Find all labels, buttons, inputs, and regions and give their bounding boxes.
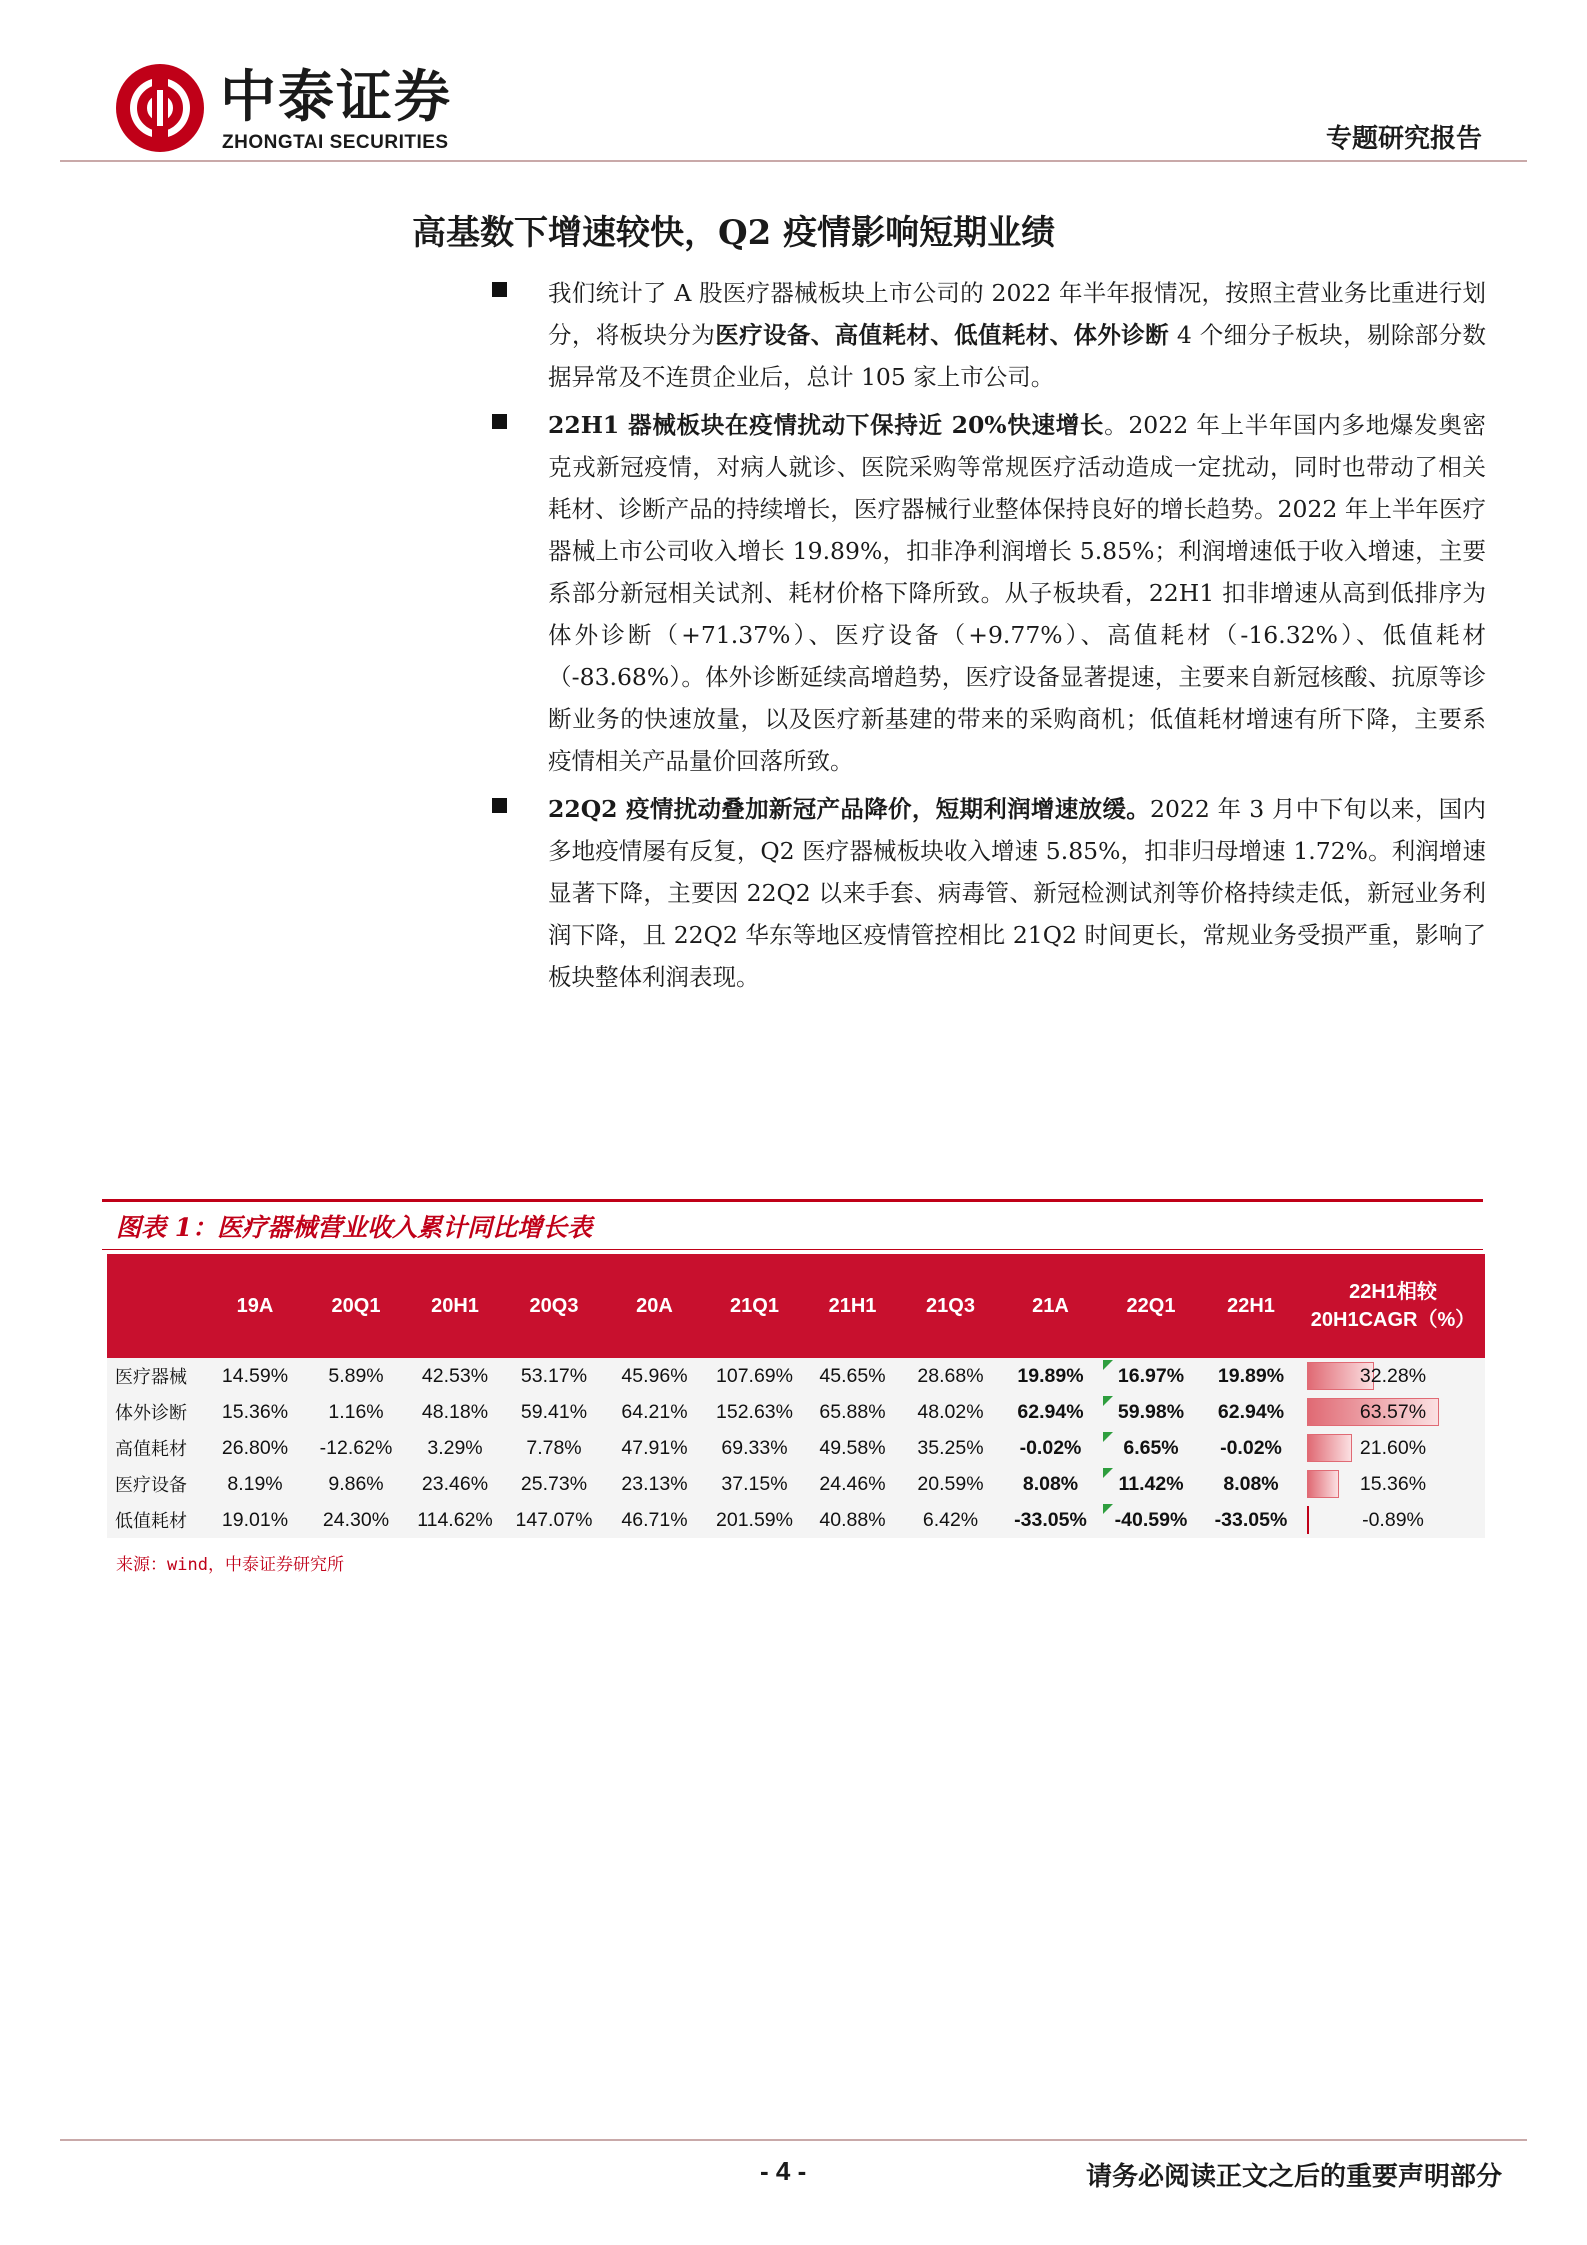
row-label: 体外诊断 [107, 1394, 204, 1430]
row-label: 低值耗材 [107, 1502, 204, 1538]
section-title: 高基数下增速较快，Q2 疫情影响短期业绩 [412, 213, 1056, 253]
table-cell: 65.88% [804, 1394, 901, 1430]
table-cell: 14.59% [204, 1358, 306, 1394]
header-cell-blank [107, 1254, 204, 1358]
bullet-paragraph [548, 404, 1486, 782]
table-cell: 20.59% [901, 1466, 1000, 1502]
table-cell: 35.25% [901, 1430, 1000, 1466]
cagr-data-bar [1307, 1506, 1309, 1534]
table-cell: 49.58% [804, 1430, 901, 1466]
table-cell: 62.94% [1000, 1394, 1101, 1430]
table-cell: 45.96% [604, 1358, 705, 1394]
bullet-text: 22Q2 疫情扰动叠加新冠产品降价，短期利润增速放缓。2022 年 3 月中下旬以来，国内多地疫情屡有反复，Q2 医疗器械板块收入增速 5.85%，扣非归母增速 1.72%。利润增速显著下降，主要因 22Q2 以来手套、病毒管、新冠检测试剂等价格持续走低，新冠业务利润下降，且 22Q2 华东等地区疫情管控相比 21Q2 时间更长，常规业务受损严重，影响了板块整体利润表现。 [548, 795, 1486, 991]
footer-divider [60, 2139, 1527, 2141]
table-row [107, 1394, 1485, 1430]
row-label: 医疗器械 [107, 1358, 204, 1394]
header-cell: 20Q1 [306, 1254, 406, 1358]
table-cell: -33.05% [1201, 1502, 1301, 1538]
table-cell: 64.21% [604, 1394, 705, 1430]
table-cell: 7.78% [504, 1430, 604, 1466]
table-cell: 3.29% [406, 1430, 504, 1466]
header-divider [60, 160, 1527, 162]
bullet-text: 我们统计了 A 股医疗器械板块上市公司的 2022 年半年报情况，按照主营业务比重进行划分，将板块分为医疗设备、高值耗材、低值耗材、体外诊断 4 个细分子板块，剔除部分数据异常及不连贯企业后，总计 105 家上市公司。 [548, 279, 1487, 391]
figure-source: 来源：wind，中泰证券研究所 [116, 1555, 344, 1575]
green-flag-icon [1103, 1396, 1113, 1406]
header-cell: 21A [1000, 1254, 1101, 1358]
table-cell: 5.89% [306, 1358, 406, 1394]
brand-name-cn: 中泰证券 [220, 65, 452, 130]
revenue-growth-table [107, 1254, 1485, 1538]
table-cell: -0.02% [1000, 1430, 1101, 1466]
cagr-cell: 15.36% [1301, 1466, 1485, 1502]
table-cell: 47.91% [604, 1430, 705, 1466]
table-cell: 45.65% [804, 1358, 901, 1394]
zhongtai-logo-icon [112, 60, 208, 156]
cagr-data-bar [1307, 1470, 1339, 1498]
table-cell: -40.59% [1101, 1502, 1201, 1538]
table-cell: 53.17% [504, 1358, 604, 1394]
table-cell: 28.68% [901, 1358, 1000, 1394]
table-cell: 24.46% [804, 1466, 901, 1502]
header-cell: 21H1 [804, 1254, 901, 1358]
green-flag-icon [1103, 1468, 1113, 1478]
table-cell: 62.94% [1201, 1394, 1301, 1430]
report-type: 专题研究报告 [1325, 124, 1482, 154]
table-row [107, 1466, 1485, 1502]
table-cell: 48.18% [406, 1394, 504, 1430]
table-cell: 114.62% [406, 1502, 504, 1538]
row-label: 医疗设备 [107, 1466, 204, 1502]
table-cell: 37.15% [705, 1466, 804, 1502]
table-cell: 26.80% [204, 1430, 306, 1466]
header-cell: 22H1 [1201, 1254, 1301, 1358]
company-logo [112, 60, 492, 160]
square-bullet-icon [492, 282, 507, 297]
table-cell: -33.05% [1000, 1502, 1101, 1538]
header-cell: 20H1 [406, 1254, 504, 1358]
figure-title: 图表 1：医疗器械营业收入累计同比增长表 [116, 1213, 593, 1242]
header-cell: 22Q1 [1101, 1254, 1201, 1358]
table-cell: 6.65% [1101, 1430, 1201, 1466]
table-cell: 48.02% [901, 1394, 1000, 1430]
table-cell: 147.07% [504, 1502, 604, 1538]
table-cell: 11.42% [1101, 1466, 1201, 1502]
table-cell: 40.88% [804, 1502, 901, 1538]
bullet-list [548, 272, 1486, 1004]
figure-title-rule [102, 1249, 1483, 1250]
bullet-text: 22H1 器械板块在疫情扰动下保持近 20%快速增长。2022 年上半年国内多地爆发奥密克戎新冠疫情，对病人就诊、医院采购等常规医疗活动造成一定扰动，同时也带动了相关耗材、诊断产品的持续增长，医疗器械行业整体保持良好的增长趋势。2022 年上半年医疗器械上市公司收入增长 19.89%，扣非净利润增长 5.85%；利润增速低于收入增速，主要系部分新冠相关试剂、耗材价格下降所致。从子板块看，22H1 扣非增速从高到低排序为体外诊断（+71.37%）、医疗设备（+9.77%）、高值耗材（-16.32%）、低值耗材（-83.68%）。体外诊断延续高增趋势，医疗设备显著提速，主要来自新冠核酸、抗原等诊断业务的快速放量，以及医疗新基建的带来的采购商机；低值耗材增速有所下降，主要系疫情相关产品量价回落所致。 [548, 411, 1487, 775]
table-cell: 201.59% [705, 1502, 804, 1538]
table-cell: 1.16% [306, 1394, 406, 1430]
bullet-paragraph [548, 788, 1486, 998]
table-cell: 19.01% [204, 1502, 306, 1538]
table-cell: 24.30% [306, 1502, 406, 1538]
table-cell: 8.08% [1000, 1466, 1101, 1502]
table-cell: 107.69% [705, 1358, 804, 1394]
table-row [107, 1430, 1485, 1466]
square-bullet-icon [492, 798, 507, 813]
cagr-cell: 21.60% [1301, 1430, 1485, 1466]
table-cell: 9.86% [306, 1466, 406, 1502]
cagr-data-bar [1307, 1434, 1352, 1462]
cagr-cell: 63.57% [1301, 1394, 1485, 1430]
header-cell: 19A [204, 1254, 306, 1358]
cagr-cell: -0.89% [1301, 1502, 1485, 1538]
table-cell: 25.73% [504, 1466, 604, 1502]
table-cell: 19.89% [1201, 1358, 1301, 1394]
figure-top-rule [102, 1199, 1483, 1202]
table-cell: 42.53% [406, 1358, 504, 1394]
table-cell: 69.33% [705, 1430, 804, 1466]
table-cell: 59.98% [1101, 1394, 1201, 1430]
row-label: 高值耗材 [107, 1430, 204, 1466]
header-cell: 21Q1 [705, 1254, 804, 1358]
table-cell: 19.89% [1000, 1358, 1101, 1394]
table-cell: 16.97% [1101, 1358, 1201, 1394]
header-cell: 20Q3 [504, 1254, 604, 1358]
bullet-paragraph [548, 272, 1486, 398]
table-cell: -0.02% [1201, 1430, 1301, 1466]
table-cell: 15.36% [204, 1394, 306, 1430]
table-cell: 23.13% [604, 1466, 705, 1502]
table-row [107, 1358, 1485, 1394]
header-cell-cagr: 22H1相较20H1CAGR（%） [1301, 1254, 1485, 1358]
table-cell: -12.62% [306, 1430, 406, 1466]
table-cell: 8.08% [1201, 1466, 1301, 1502]
header-cell: 20A [604, 1254, 705, 1358]
green-flag-icon [1103, 1504, 1113, 1514]
green-flag-icon [1103, 1360, 1113, 1370]
brand-name-en: ZHONGTAI SECURITIES [222, 132, 449, 153]
footer-disclaimer: 请务必阅读正文之后的重要声明部分 [1085, 2162, 1502, 2192]
table-cell: 6.42% [901, 1502, 1000, 1538]
page-number: - 4 - [760, 2156, 807, 2186]
square-bullet-icon [492, 414, 507, 429]
header-cell: 21Q3 [901, 1254, 1000, 1358]
table-cell: 8.19% [204, 1466, 306, 1502]
table-row [107, 1502, 1485, 1538]
green-flag-icon [1103, 1432, 1113, 1442]
table-cell: 23.46% [406, 1466, 504, 1502]
cagr-cell: 32.28% [1301, 1358, 1485, 1394]
table-header-row [107, 1254, 1485, 1358]
table-cell: 59.41% [504, 1394, 604, 1430]
table-cell: 152.63% [705, 1394, 804, 1430]
table-cell: 46.71% [604, 1502, 705, 1538]
